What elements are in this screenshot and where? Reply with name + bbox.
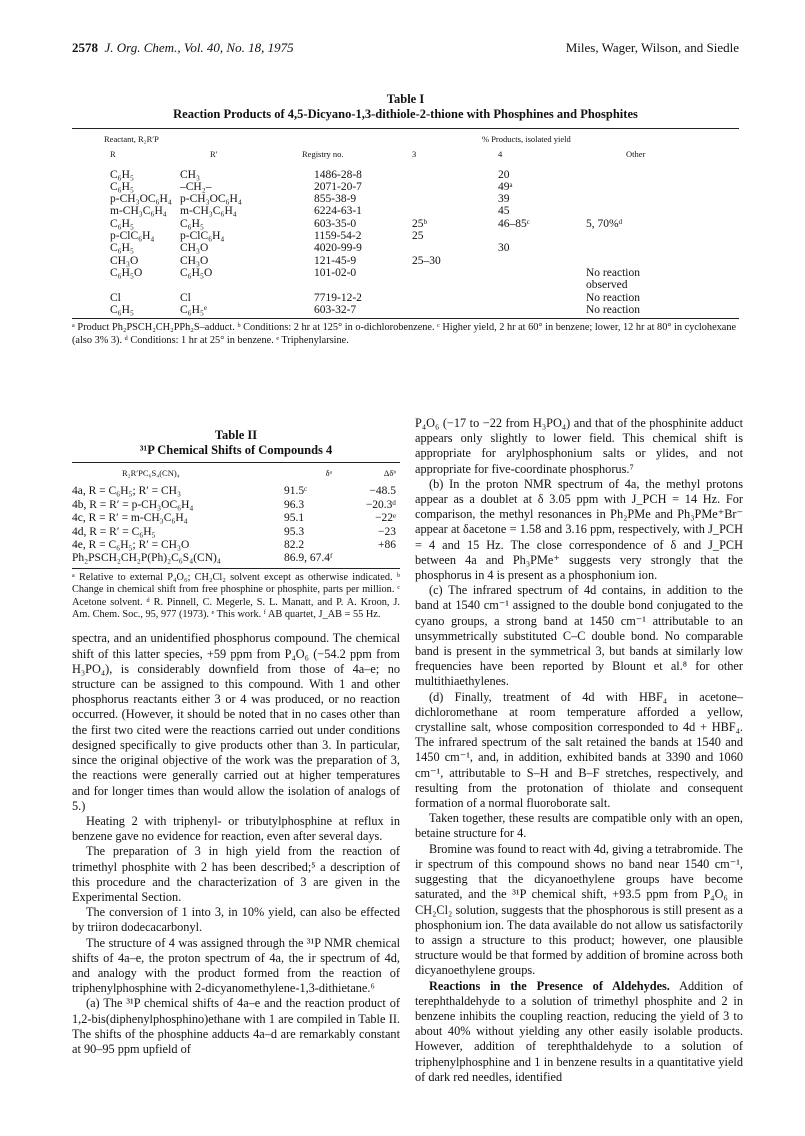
table-row [72, 512, 400, 525]
table-cell [498, 255, 586, 267]
table-2-bottom-rule [72, 568, 400, 569]
table-cell: C₆H₅O [110, 266, 143, 279]
table-row [72, 193, 739, 205]
table-cell: CH₃O [180, 242, 209, 255]
table-row [72, 242, 739, 254]
table-cell: Cl [110, 291, 121, 304]
column-header: R′ [210, 149, 218, 160]
table-cell: p-CH₃OC₆H₄ [110, 193, 172, 206]
table-cell [412, 242, 498, 254]
table-cell [412, 193, 498, 205]
table-1-label: Table I [386, 92, 425, 106]
table-cell [586, 181, 739, 193]
table-cell [180, 279, 292, 291]
table-cell: C₆H₅ [110, 303, 134, 316]
section-heading: Reactions in the Presence of Aldehydes. [429, 978, 670, 993]
table-cell: 20 [498, 168, 510, 181]
body-paragraph: The structure of 4 was assigned through the ³¹P NMR chemical shifts of 4a–e, the proton spectrum of 4a, the ir spectrum of 4d, and analogy with the product formed from the reaction of triphenylphosphine with 2-dicyanomethylene-1,3-dithietane.⁶ [72, 935, 400, 996]
table-cell: 39 [498, 193, 510, 206]
body-paragraph: Bromine was found to react with 4d, giving a tetrabromide. The ir spectrum of this compound shows no band near 1540 cm⁻¹, suggesting that the dicyanoethylene groups have become saturated, and the ³¹P chemical shift, +93.5 ppm from P₄O₆ in CH₂Cl₂ solution, suggests that the phosphorous is still present as a phosphonium ion. The data available do not allow us satisfactorily to assign a structure to this product; however, one plausible structure would be that formed by addition of bromine across both dicyanoethylene groups. [415, 841, 743, 978]
table-cell [498, 267, 586, 279]
table-cell: Cl [180, 291, 191, 304]
table-cell: 4e, R = C₆H₅; R′ = CH₃O [72, 539, 190, 552]
table-cell [586, 242, 739, 254]
table-1-footnote: ᵃ Product Ph₂PSCH₂CH₂PPh₂S–adduct. ᵇ Conditions: 2 hr at 125° in o-dichlorobenzene. ᶜ Higher yield, 2 hr at 60° in benzene; lower, 12 hr at 80° in cyclohexane (also 3% 3). ᵈ Conditions: 1 hr at 25° in benzene. ᵉ Triphenylarsine. [72, 322, 737, 346]
table-cell: 6224-63-1 [314, 205, 362, 218]
left-column [72, 428, 400, 1057]
table-cell: 82.2 [284, 539, 305, 552]
table-1 [72, 92, 739, 347]
table-cell [586, 230, 739, 242]
table-cell: 30 [498, 242, 510, 255]
right-column [415, 416, 743, 1085]
table-cell: m-CH₃C₆H₄ [180, 205, 237, 218]
table-cell: 86.9, 67.4ᶠ [284, 552, 333, 565]
table-cell: 25–30 [412, 254, 441, 267]
table-cell [586, 165, 739, 181]
table-2-body [72, 485, 400, 567]
table-cell: −20.3ᵈ [365, 498, 396, 511]
table-cell: p-ClC₆H₄ [110, 230, 155, 243]
author-list: Miles, Wager, Wilson, and Siedle [565, 40, 739, 55]
table-cell: 4b, R = R′ = p-CH₃OC₆H₄ [72, 498, 194, 511]
table-cell: 4c, R = R′ = m-CH₃C₆H₄ [72, 512, 188, 525]
table-cell: +86 [378, 539, 396, 552]
column-header: Δδᵇ [383, 468, 396, 478]
table-cell: 1159-54-2 [314, 230, 362, 243]
table-cell: 25 [412, 230, 424, 243]
table-cell: 5, 70%ᵈ [586, 217, 623, 230]
table-cell [586, 255, 739, 267]
body-paragraph: spectra, and an unidentified phosphorus compound. The chemical shift of this latter species, +59 ppm from P₄O₆ (−54.2 ppm from H₃PO₄), is considerably downfield from those of 4a–e; no structure can be assigned to this compound. With 1 and other phosphorus reactants either 3 or 4 was produced, or no reaction occurred. (However, it should be noted that in no cases other than the first two cited were the reactions carried out under conditions designed specifically to give products other than 3. In particular, since the original objective of the work was the preparation of 3, the reactions were generally carried out at higher temperatures and for longer times than would allow the isolation of analogs of 5.) [72, 631, 400, 813]
table-cell: m-CH₃C₆H₄ [110, 205, 167, 218]
body-paragraph: (d) Finally, treatment of 4d with HBF₄ in acetone–dichloromethane at room temperature afforded a yellow, crystalline salt, whose composition corresponded to 4d + HBF₄. The infrared spectrum of the salt retained the bands at 1540 and 1450 cm⁻¹, and, in addition, exhibited bands at 3390 and 1060 cm⁻¹, attributable to S–H and B–F stretches, respectively, and resulting from the protonation of thiolate and consequent formation of a normal fluoroborate salt. [415, 689, 743, 811]
table-cell: No reaction [586, 303, 640, 316]
table-cell: 91.5ᶜ [284, 485, 308, 498]
table-row [72, 255, 739, 267]
table-cell: C₆H₅ᵉ [180, 303, 207, 316]
table-cell: CH₃ [180, 168, 200, 181]
page-number: 2578 [72, 40, 98, 55]
body-paragraph: P₄O₆ (−17 to −22 from H₃PO₄) and that of the phosphinite adduct appears only slightly to lower field. This chemical shift is appropriate for arylphosphonium salts or ylides, and not appropriate for five-coordinate phosphorus.⁷ [415, 416, 743, 476]
table-cell: No reaction [586, 266, 640, 279]
table-row [72, 279, 739, 291]
table-cell [412, 304, 498, 318]
table-cell [586, 205, 739, 217]
journal-citation: J. Org. Chem., Vol. 40, No. 18, 1975 [104, 40, 294, 55]
table-cell: 4020-99-9 [314, 242, 362, 255]
table-cell: Ph₂PSCH₂CH₂P(Ph)₂C₆S₄(CN)₄ [72, 552, 221, 565]
table-cell: 2071-20-7 [314, 180, 362, 193]
table-cell: 25ᵇ [412, 217, 428, 230]
table-cell: 95.3 [284, 525, 305, 538]
table-1-column-header-row [72, 145, 739, 164]
table-cell: −22ᵉ [375, 512, 396, 525]
table-row [72, 539, 400, 552]
table-cell: p-ClC₆H₄ [180, 230, 225, 243]
table-row [72, 292, 739, 304]
table-2-grid [72, 463, 400, 568]
table-cell [498, 304, 586, 318]
table-cell: C₆H₅O [180, 266, 213, 279]
table-cell: −48.5 [369, 485, 396, 498]
table-1-group-header-row [72, 129, 739, 145]
table-cell: C₆H₅ [110, 180, 134, 193]
body-paragraph: Taken together, these results are compatible only with an open, betaine structure for 4. [415, 811, 743, 841]
table-cell: 603-32-7 [314, 303, 357, 316]
table-cell: 4a, R = C₆H₅; R′ = CH₃ [72, 485, 181, 498]
table-cell [586, 193, 739, 205]
table-cell: 49ᵃ [498, 180, 513, 193]
table-2-label: Table II [214, 428, 258, 442]
table-cell [412, 205, 498, 217]
table-1-title: Reaction Products of 4,5-Dicyano-1,3-dithiole-2-thione with Phosphines and Phosphites [173, 107, 638, 121]
column-header: Other [626, 149, 646, 160]
body-paragraph: The conversion of 1 into 3, in 10% yield, can also be effected by triiron dodecacarbonyl. [72, 905, 400, 935]
table-row [72, 205, 739, 217]
table-cell: C₆H₅ [110, 168, 134, 181]
table-cell [412, 292, 498, 304]
table-row [72, 230, 739, 242]
table-2-title: ³¹P Chemical Shifts of Compounds 4 [139, 443, 333, 457]
table-2-footnote: ᵃ Relative to external P₄O₆; CH₂Cl₂ solvent except as otherwise indicated. ᵇ Change in chemical shift from free phosphine or phosphite, parts per million. ᶜ Acetone solvent. ᵈ R. Pinnell, C. Megerle, S. L. Manatt, and P. A. Kroon, J. Am. Chem. Soc., 95, 977 (1973). ᵉ This work. ᶠ AB quartet, J_AB = 55 Hz. [72, 571, 400, 621]
table-row [72, 181, 739, 193]
table-cell [498, 230, 586, 242]
table-cell: p-CH₃OC₆H₄ [180, 193, 242, 206]
running-header [72, 40, 739, 58]
table-cell: C₆H₅ [180, 217, 204, 230]
table-cell: −23 [378, 525, 396, 538]
table-cell [342, 552, 400, 567]
table-2-column-header-row [72, 463, 400, 485]
table-cell: 46–85ᶜ [498, 217, 530, 230]
table-2 [72, 428, 400, 621]
table-cell [412, 181, 498, 193]
table-cell: 121-45-9 [314, 254, 357, 267]
table-cell: observed [586, 279, 628, 292]
table-cell [498, 292, 586, 304]
table-cell [412, 165, 498, 181]
column-header: R₂R′PC₆S₄(CN)₄ [122, 468, 180, 478]
table-cell [412, 279, 498, 291]
table-cell: 96.3 [284, 498, 305, 511]
body-paragraph: (a) The ³¹P chemical shifts of 4a–e and the reaction product of 1,2-bis(diphenylphosphino)ethane with 1 are compiled in Table II. The shifts of the phosphine adducts 4a–d are remarkably constant at 90–95 ppm upfield of [72, 996, 400, 1056]
table-cell: CH₃O [110, 254, 139, 267]
table-cell: C₆H₅ [110, 217, 134, 230]
table-cell [412, 267, 498, 279]
table-row [72, 165, 739, 181]
body-paragraph: (c) The infrared spectrum of 4d contains, in addition to the band at 1540 cm⁻¹ assigned to the double bond conjugated to the cyano groups, a strong band at 1450 cm⁻¹ attributable to an unsymmetrically substituted C–C double bond. No comparable band is present in the symmetrical 3, but bands at similarly low frequencies have been reported by Blount et al.⁸ for other multithiaethylenes. [415, 583, 743, 689]
table-1-bottom-rule [72, 318, 739, 319]
section-paragraph [415, 979, 743, 1085]
table-cell: 4d, R = R′ = C₆H₅ [72, 525, 156, 538]
table-row [72, 485, 400, 498]
table-cell: No reaction [586, 291, 640, 304]
table-row [72, 499, 400, 512]
table-cell [72, 279, 180, 291]
table-cell: 603-35-0 [314, 217, 357, 230]
table-cell: 1486-28-8 [314, 168, 362, 181]
table-cell: 95.1 [284, 512, 305, 525]
table-1-body [72, 165, 739, 319]
table-cell: 7719-12-2 [314, 291, 362, 304]
body-paragraph: Heating 2 with triphenyl- or tributylphosphine at reflux in benzene gave no evidence for reaction, even after several days. [72, 813, 400, 844]
table-row [72, 218, 739, 230]
reactant-group-header: Reactant, R₂R′P [104, 134, 159, 144]
body-paragraph: (b) In the proton NMR spectrum of 4a, the methyl protons appear as a doublet at δ 3.05 ppm with J_PCH = 14 Hz. For comparison, the methyl resonances in Ph₂PMe and Ph₃PMe⁺Br⁻ appear at δacetone = 1.58 and 3.16 ppm, respectively, with J_PCH = 4 and 15 Hz. The close correspondence of δ and J_PCH between 4a and Ph₃PMe⁺ suggests very strongly that the phosphorus in 4 is present as a phosphonium ion. [415, 476, 743, 583]
column-header: 3 [412, 149, 417, 160]
products-group-header: % Products, isolated yield [482, 134, 571, 144]
column-header: Registry no. [302, 149, 344, 160]
table-cell: 101-02-0 [314, 266, 357, 279]
column-header: δᵃ [325, 468, 332, 478]
table-cell: 45 [498, 205, 510, 218]
table-row [72, 552, 400, 567]
table-cell: –CH₂– [180, 180, 212, 193]
table-row [72, 267, 739, 279]
table-cell: 855-38-9 [314, 193, 357, 206]
column-header: R [110, 149, 116, 160]
table-cell [498, 279, 586, 291]
column-header: 4 [498, 149, 503, 160]
section-text: Addition of terephthaldehyde to a solution of trimethyl phosphite and 2 in benzene inhibits the coupling reaction, reducing the yield of 3 to about 40% without yielding any other easily isolable products. However, addition of terephthaldehyde to a solution of triphenylphosphine and 1 in benzene results in a quantitative yield of dark red needles, identified [415, 978, 743, 1084]
table-cell [292, 279, 412, 291]
table-cell: C₆H₅ [110, 242, 134, 255]
table-1-grid [72, 129, 739, 318]
table-cell: CH₃O [180, 254, 209, 267]
table-row [72, 304, 739, 318]
table-row [72, 526, 400, 539]
body-paragraph: The preparation of 3 in high yield from the reaction of trimethyl phosphite with 2 has been described;⁵ a description of this procedure and the characterization of 3 are given in the Experimental Section. [72, 844, 400, 904]
